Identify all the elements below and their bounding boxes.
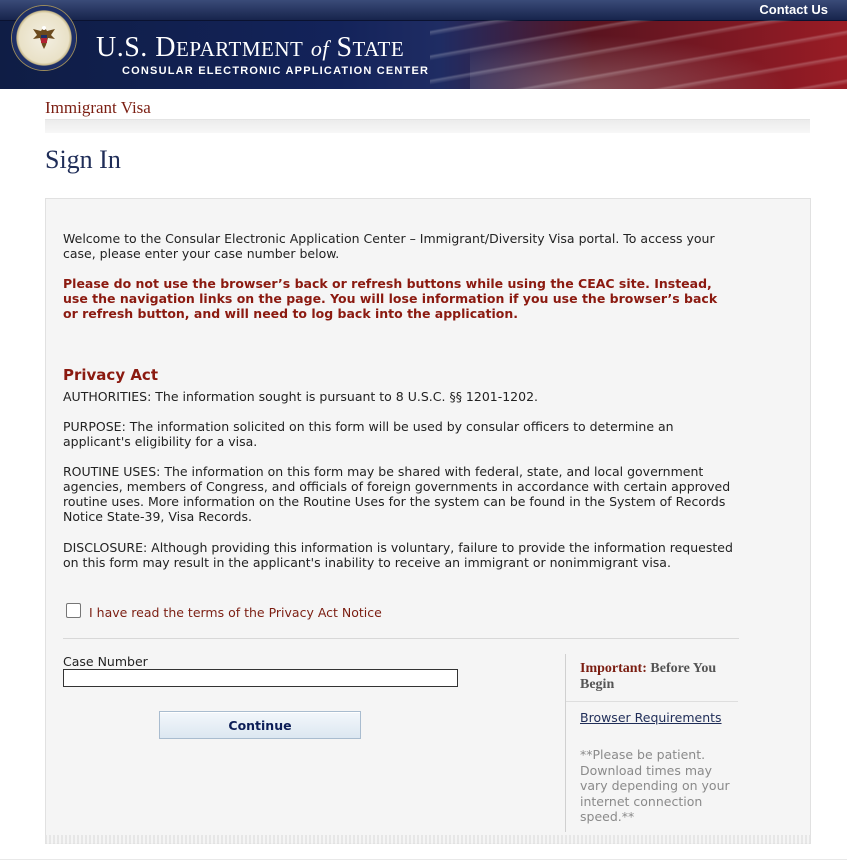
dept-title-part: of — [310, 36, 329, 61]
side-panel-divider — [566, 701, 738, 702]
contact-us-link[interactable]: Contact Us — [759, 2, 828, 17]
dept-title-part: S — [336, 32, 353, 63]
flag-wave-decoration — [470, 20, 847, 89]
privacy-act-heading: Privacy Act — [63, 366, 158, 384]
section-divider-bar — [45, 119, 810, 133]
state-department-seal-logo — [12, 6, 76, 70]
welcome-text: Welcome to the Consular Electronic Application Center – Immigrant/Diversity Visa portal. To access your case, please enter your case number below. — [63, 231, 715, 261]
dept-title-part: EPARTMENT — [176, 37, 304, 61]
department-subtitle: CONSULAR ELECTRONIC APPLICATION CENTER — [122, 65, 430, 77]
section-label: Immigrant Visa — [45, 98, 151, 117]
privacy-authorities: AUTHORITIES: The information sought is pursuant to 8 U.S.C. §§ 1201-1202. — [63, 389, 539, 404]
before-you-begin-panel — [565, 654, 742, 832]
privacy-act-checkbox[interactable] — [66, 603, 81, 618]
privacy-act-checkbox-label[interactable]: I have read the terms of the Privacy Act Notice — [89, 605, 382, 620]
page-title: Sign In — [45, 145, 121, 174]
important-word: Important: — [580, 661, 647, 676]
department-title — [96, 32, 404, 64]
page-bottom-rule — [0, 859, 847, 860]
continue-button[interactable]: Continue — [159, 711, 361, 739]
panel-bottom-edge — [45, 835, 811, 844]
form-divider — [63, 638, 739, 639]
before-you-begin-heading — [580, 661, 730, 693]
before-you-begin-text: Before You Begin — [580, 661, 717, 692]
eagle-icon — [30, 23, 58, 51]
dept-title-part: TATE — [352, 37, 405, 61]
site-banner — [0, 0, 847, 89]
browser-requirements-link[interactable]: Browser Requirements — [580, 710, 722, 725]
dept-title-part: U.S. D — [96, 32, 177, 63]
privacy-disclosure: DISCLOSURE: Although providing this information is voluntary, failure to provide the information requested on this form may result in the applicant's inability to receive an immigrant or nonimmigrant visa. — [63, 540, 733, 570]
navigation-warning: Please do not use the browser’s back or refresh buttons while using the CEAC site. Instead, use the navigation links on the page. You will lose information if you use the browser’s back or refresh button, and will need to log back into the application. — [63, 276, 718, 321]
case-number-input[interactable] — [63, 669, 458, 687]
case-number-label: Case Number — [63, 654, 148, 669]
privacy-purpose: PURPOSE: The information solicited on this form will be used by consular officers to determine an applicant's eligibility for a visa. — [63, 419, 674, 449]
banner-top-bar — [0, 0, 847, 21]
patience-note: **Please be patient. Download times may vary depending on your internet connection speed.** — [580, 747, 730, 824]
privacy-routine-uses: ROUTINE USES: The information on this form may be shared with federal, state, and local government agencies, members of Congress, and officials of foreign governments in accordance with certain approved routine uses. More information on the Routine Uses for the system can be found in the System of Records Notice State-39, Visa Records. — [63, 464, 731, 524]
